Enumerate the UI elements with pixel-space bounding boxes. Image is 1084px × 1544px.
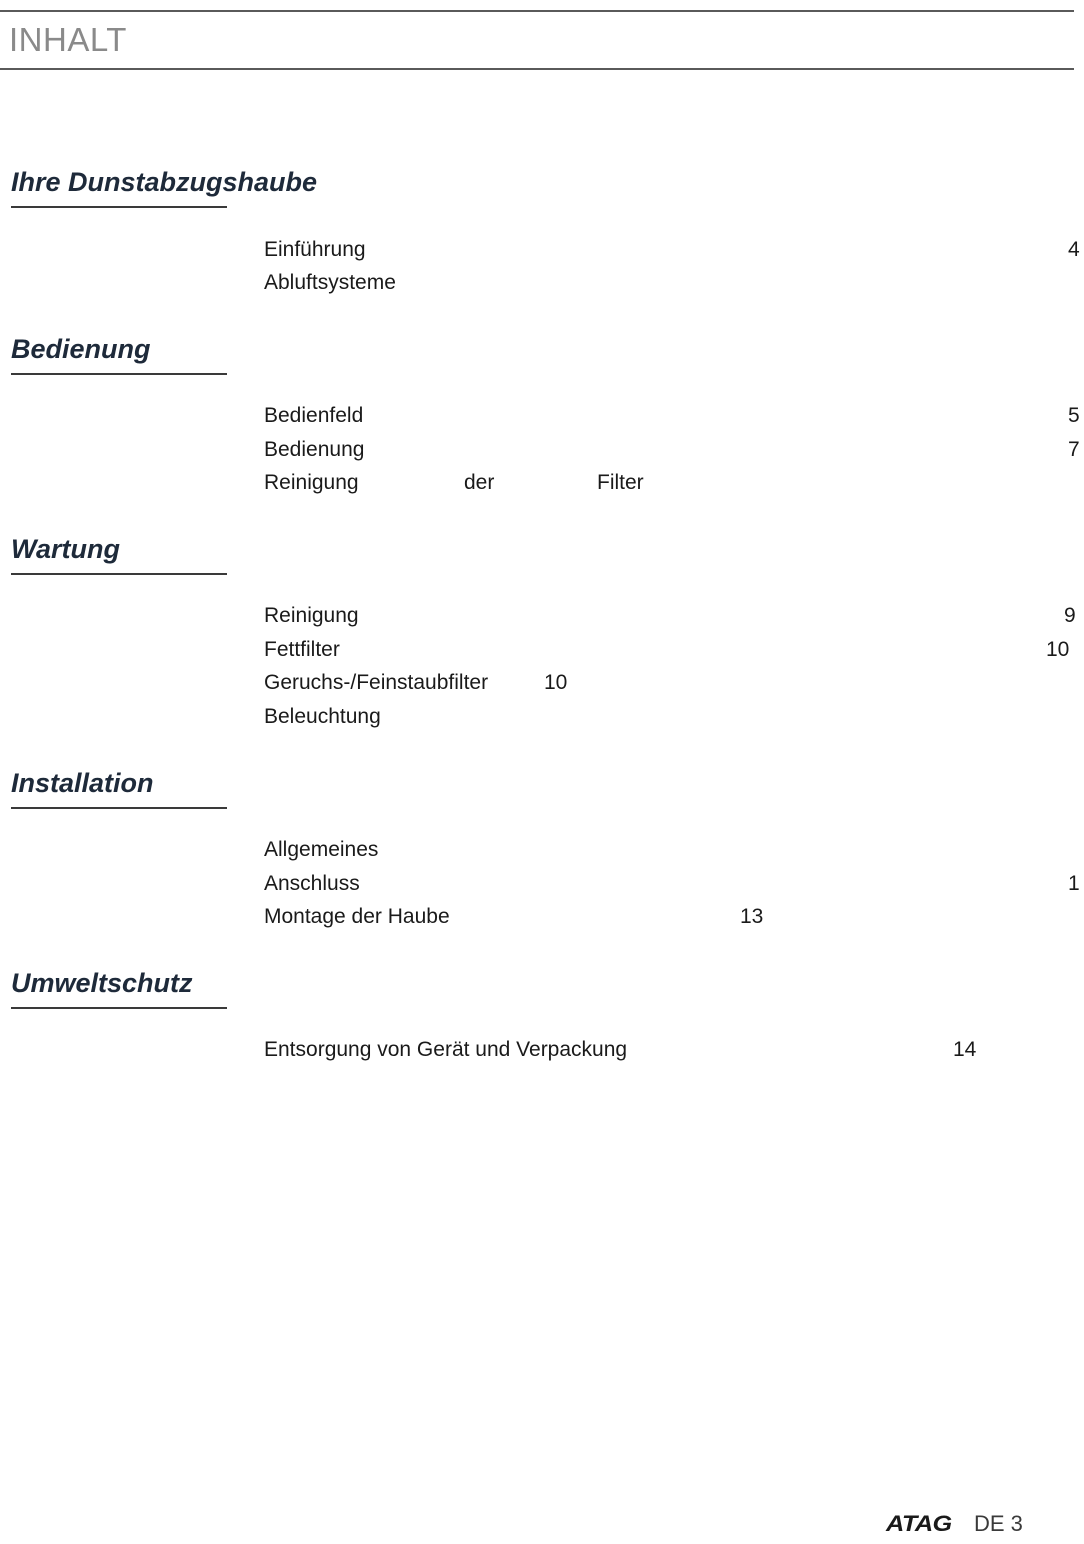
toc-page-number: 5 xyxy=(1068,404,1080,427)
section-divider xyxy=(11,373,227,375)
toc-page-number: 10 xyxy=(544,671,568,694)
section-divider xyxy=(11,807,227,809)
toc-entry-bedienung[interactable]: Bedienung xyxy=(264,438,365,461)
toc-entry-allgemeines[interactable]: Allgemeines xyxy=(264,838,379,861)
toc-entry-word: der xyxy=(464,471,495,494)
toc-page-number: 13 xyxy=(740,905,764,928)
section-divider xyxy=(11,573,227,575)
toc-entry-word: Filter xyxy=(597,471,644,494)
section-title-installation: Installation xyxy=(11,768,154,798)
toc-entry-reinigung[interactable]: Reinigung xyxy=(264,604,359,627)
toc-entry-bedienfeld[interactable]: Bedienfeld xyxy=(264,404,364,427)
toc-entry-word: Reinigung xyxy=(264,471,359,494)
header-band xyxy=(0,10,1074,70)
toc-page-number: 9 xyxy=(1064,604,1076,627)
toc-entry-entsorgung[interactable]: Entsorgung von Gerät und Verpackung xyxy=(264,1038,628,1061)
section-title-umweltschutz: Umweltschutz xyxy=(11,968,193,998)
toc-page-number: 7 xyxy=(1068,438,1080,461)
toc-entry-abluftsysteme[interactable]: Abluftsysteme xyxy=(264,271,396,294)
section-title-bedienung: Bedienung xyxy=(11,334,151,364)
toc-entry-geruchs-feinstaubfilter[interactable]: Geruchs-/Feinstaubfilter xyxy=(264,671,489,694)
atag-logo: ATAG xyxy=(886,1511,952,1536)
page-title: INHALT xyxy=(9,21,127,58)
toc-entry-beleuchtung[interactable]: Beleuchtung xyxy=(264,705,381,728)
toc-entry-montage-der-haube[interactable]: Montage der Haube xyxy=(264,905,450,928)
toc-entry-einfuehrung[interactable]: Einführung xyxy=(264,238,366,261)
toc-entry-fettfilter[interactable]: Fettfilter xyxy=(264,638,340,661)
toc-page-number: 10 xyxy=(1046,638,1070,661)
page-number-label: DE 3 xyxy=(974,1511,1023,1536)
section-title-wartung: Wartung xyxy=(11,534,120,564)
section-title-ihre-dunstabzugshaube: Ihre Dunstabzugshaube xyxy=(11,167,318,197)
toc-page-number: 14 xyxy=(953,1038,977,1061)
section-divider xyxy=(11,1007,227,1009)
toc-entry-reinigung-der-filter[interactable] xyxy=(264,470,359,496)
toc-page-number: 1 xyxy=(1068,872,1080,895)
section-divider xyxy=(11,206,227,208)
toc-entry-anschluss[interactable]: Anschluss xyxy=(264,872,360,895)
toc-page-number: 4 xyxy=(1068,238,1080,261)
